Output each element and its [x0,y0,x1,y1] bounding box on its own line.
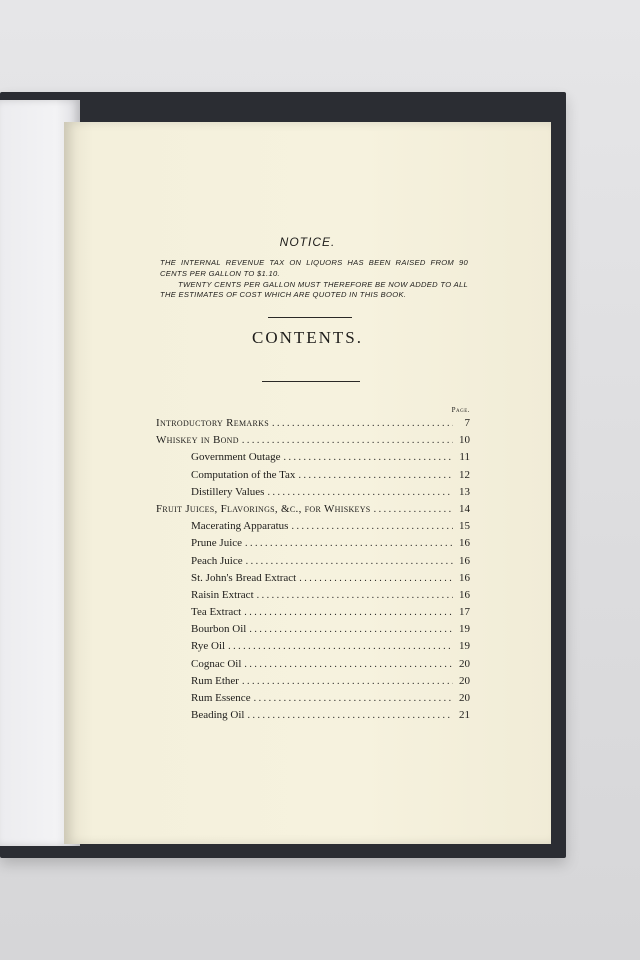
dot-leader [246,556,453,567]
dot-leader [374,504,453,515]
toc-entry [156,537,470,554]
toc-entry-title: Peach Juice [191,554,243,567]
toc-entry-title: Tea Extract [191,606,242,619]
toc-entry-title: Government Outage [191,451,281,464]
toc-entry-title: Distillery Values [191,485,265,498]
toc-entry-page: 14 [459,502,470,515]
dot-leader [244,607,453,618]
dot-leader [267,487,453,498]
dot-leader [247,710,453,721]
toc-entry-title: Whiskey in Bond [156,434,239,447]
toc-entry-title: Introductory Remarks [156,417,269,429]
toc-entry-title: Rye Oil [191,640,226,653]
dot-leader [254,693,453,704]
toc-entry-page: 20 [459,657,470,670]
toc-entry [156,589,470,606]
toc-entry [156,417,470,434]
dot-leader [242,676,453,687]
toc-entry-title: Fruit Juices, Flavorings, &c., for Whiskeys [156,502,371,515]
dot-leader [242,435,453,446]
toc-entry [156,606,470,623]
toc-entry-page: 16 [459,571,470,584]
page-content [64,122,551,844]
dot-leader [245,538,453,549]
table-of-contents [156,417,470,726]
toc-entry-title: Prune Juice [191,537,243,550]
toc-entry-page: 21 [459,709,470,722]
dot-leader [298,470,453,481]
toc-entry-page: 20 [459,674,470,687]
notice-paragraph: TWENTY CENTS PER GALLON MUST THEREFORE BE NOW ADDED TO ALL THE ESTIMATES OF COST WHICH ARE QUOTED IN THIS BOOK. [160,279,468,300]
toc-entry [156,675,470,692]
toc-entry [156,520,470,537]
notice-paragraph: THE INTERNAL REVENUE TAX ON LIQUORS HAS BEEN RAISED FROM 90 CENTS PER GALLON TO $1.10. [160,258,468,278]
dot-leader [228,641,453,652]
toc-entry-page: 20 [459,692,470,704]
toc-entry-title: Beading Oil [191,709,245,722]
toc-entry-page: 16 [459,537,470,550]
toc-entry [156,692,470,709]
toc-entry-title: Bourbon Oil [191,623,247,636]
notice-title: NOTICE. [279,235,336,249]
toc-entry [156,451,470,468]
toc-entry [156,623,470,640]
toc-entry [156,555,470,572]
toc-entry-page: 16 [459,588,470,601]
toc-entry-page: 7 [464,417,470,429]
toc-entry [156,572,470,589]
toc-entry-page: 19 [459,623,470,636]
toc-entry-title: Rum Essence [191,692,251,704]
toc-entry-title: St. John's Bread Extract [191,571,297,584]
toc-entry-page: 19 [459,640,470,653]
toc-entry-page: 12 [459,468,470,481]
toc-entry [156,640,470,657]
dot-leader [249,624,453,635]
toc-entry [156,503,470,520]
divider [268,317,352,318]
dot-leader [272,418,453,429]
toc-entry-page: 16 [459,554,470,567]
dot-leader [257,590,453,601]
toc-entry-page: 10 [459,434,470,447]
contents-title: CONTENTS. [251,328,364,347]
toc-entry-page: 17 [459,606,470,619]
dot-leader [244,659,453,670]
toc-entry-title: Raisin Extract [191,588,254,601]
toc-entry-page: 11 [459,451,470,464]
toc-entry-title: Rum Ether [191,674,239,687]
toc-entry-page: 13 [459,485,470,498]
toc-entry [156,658,470,675]
toc-entry-page: 15 [459,520,470,533]
dot-leader [291,521,453,532]
toc-entry [156,434,470,451]
toc-entry [156,469,470,486]
toc-entry-title: Computation of the Tax [191,468,296,481]
toc-entry [156,709,470,726]
page-column-label: Page. [451,406,470,414]
dot-leader [284,452,454,463]
toc-entry-title: Cognac Oil [191,657,242,670]
toc-entry [156,486,470,503]
dot-leader [299,573,453,584]
divider [262,381,360,382]
notice-body [160,258,468,301]
toc-entry-title: Macerating Apparatus [191,520,289,533]
